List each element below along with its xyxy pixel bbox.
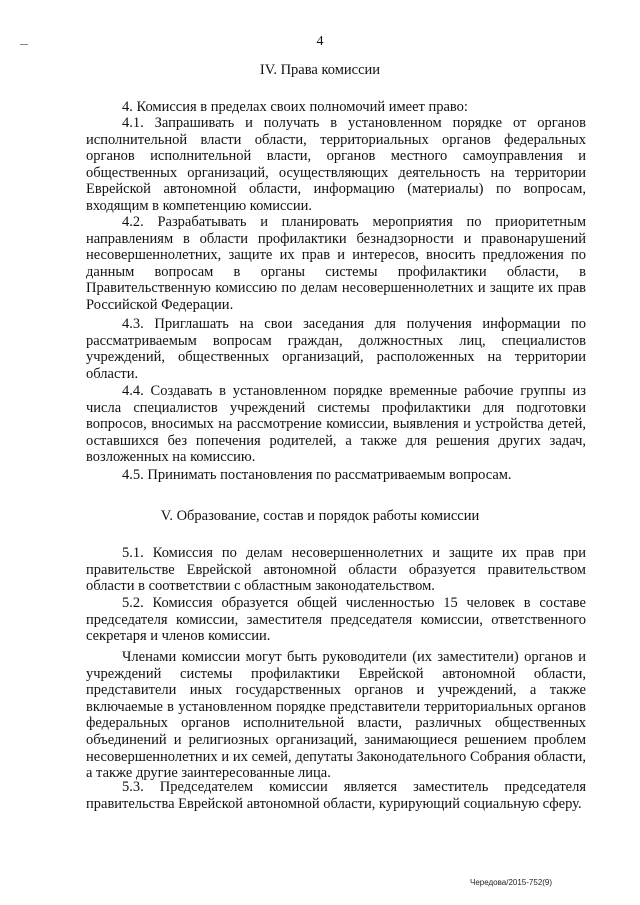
document-footer-code: Чередова/2015-752(9) (470, 878, 553, 887)
paragraph-4: 4. Комиссия в пределах своих полномочий имеет право: (122, 99, 468, 115)
paragraph-4-3: 4.3. Приглашать на свои заседания для получения информации по рассматриваемым вопросам граждан, должностных лиц, специалистов учреждений, общественных организаций, расположенных на территории области. (86, 316, 586, 382)
page-number: 4 (316, 34, 324, 49)
paragraph-4-4: 4.4. Создавать в установленном порядке временные рабочие группы из числа специалистов учреждений системы профилактики для подготовки вопросов, вносимых на рассмотрение комиссии, выявления и устройства детей, оставшихся без попечения родителей, а также для решения других задач, возложенных на комиссию. (86, 383, 586, 466)
section-5-heading: V. Образование, состав и порядок работы комиссии (160, 508, 480, 524)
paragraph-5-1: 5.1. Комиссия по делам несовершеннолетних и защите их прав при правительстве Еврейской автономной области образуется правительством области в соответствии с областным законодательством. (86, 545, 586, 595)
paragraph-5-3: 5.3. Председателем комиссии является заместитель председателя правительства Еврейской автономной области, курирующий социальную сферу. (86, 779, 586, 812)
paragraph-4-2: 4.2. Разрабатывать и планировать мероприятия по приоритетным направлениям в области профилактики безнадзорности и правонарушений несовершеннолетних, защите их прав и интересов, вносить предложения по данным вопросам в органы системы профилактики области, в Правительственную комиссию по делам несовершеннолетних и защите их прав Российской Федерации. (86, 214, 586, 313)
paragraph-members: Членами комиссии могут быть руководители (их заместители) органов и учреждений системы профилактики Еврейской автономной области, представители иных государственных органов и учреждений, а также включаемые в установленном порядке представители территориальных органов федеральных органов исполнительной власти, различных общественных объединений и религиозных организаций, занимающиеся решением проблем несовершеннолетних и их семей, депутаты Законодательного Собрания области, а также другие заинтересованные лица. (86, 649, 586, 782)
section-4-heading: IV. Права комиссии (259, 62, 381, 78)
paragraph-4-1: 4.1. Запрашивать и получать в установленном порядке от органов исполнительной власти области, территориальных органов федеральных органов исполнительной власти, органов местного самоуправления и общественных организаций, осуществляющих деятельность на территории Еврейской автономной области, информацию (материалы) по вопросам, входящим в компетенцию комиссии. (86, 115, 586, 214)
paragraph-5-2: 5.2. Комиссия образуется общей численностью 15 человек в составе председателя комиссии, заместителя председателя комиссии, ответственного секретаря и членов комиссии. (86, 595, 586, 645)
paragraph-4-5: 4.5. Принимать постановления по рассматриваемым вопросам. (122, 467, 512, 483)
